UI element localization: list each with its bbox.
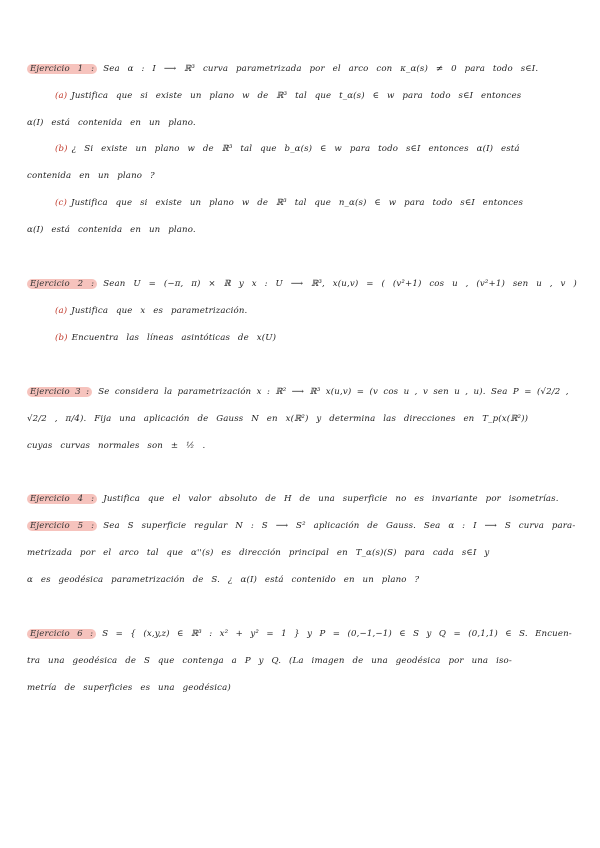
exercise-3-line-2: √2/2 , π/4). Fija una aplicación de Gauss N en x(ℝ²) y determina las direcciones en T_p(x(ℝ²))	[27, 414, 529, 424]
exercise-3-label: Ejercicio 3 :	[27, 387, 92, 397]
exercise-1a-line-2: α(I) está contenida en un plano.	[27, 118, 196, 128]
exercise-1c-line-2: α(I) está contenida en un plano.	[27, 225, 196, 235]
exercise-1b-line-2: contenida en un plano ?	[27, 171, 155, 181]
exercise-2a-line: (a) Justifica que x es parametrización.	[55, 306, 248, 316]
exercise-4-line-1: Ejercicio 4 : Justifica que el valor absoluto de H de una superficie no es invariante por isometrías.	[27, 493, 559, 505]
exercise-4-label: Ejercicio 4 :	[27, 494, 97, 504]
part-tag: (c)	[55, 198, 67, 208]
part-tag: (b)	[55, 333, 68, 343]
part-tag: (a)	[55, 91, 68, 101]
exercise-6-line-1: Ejercicio 6 : S = { (x,y,z) ∈ ℝ³ : x² + y² = 1 } y P = (0,−1,−1) ∈ S y Q = (0,1,1) ∈ S. Encuen-	[27, 628, 572, 640]
exercise-2b-line: (b) Encuentra las líneas asintóticas de x(U)	[55, 333, 277, 343]
part-tag: (a)	[55, 306, 68, 316]
exercise-1-line-1: Ejercicio 1 : Sea α : I ⟶ ℝ³ curva parametrizada por el arco con κ_α(s) ≠ 0 para todo s∈I.	[27, 63, 538, 75]
exercise-6-line-3: metría de superficies es una geodésica)	[27, 683, 231, 693]
exercise-1a-line-1: (a) Justifica que si existe un plano w de ℝ³ tal que t_α(s) ∈ w para todo s∈I entonces	[55, 91, 522, 101]
exercise-3-line-1: Ejercicio 3 : Se considera la parametrización x : ℝ² ⟶ ℝ³ x(u,v) = (v cos u , v sen u , u). Sea P = (√2/2 ,	[27, 386, 569, 398]
exercise-5-line-1: Ejercicio 5 : Sea S superficie regular N : S ⟶ S² aplicación de Gauss. Sea α : I ⟶ S curva para-	[27, 520, 575, 532]
exercise-5-line-3: α es geodésica parametrización de S. ¿ α(I) está contenido en un plano ?	[27, 575, 420, 585]
exercise-1b-line-1: (b) ¿ Si existe un plano w de ℝ³ tal que b_α(s) ∈ w para todo s∈I entonces α(I) está	[55, 144, 520, 154]
exercise-6-line-2: tra una geodésica de S que contenga a P y Q. (La imagen de una geodésica por una iso-	[27, 656, 512, 666]
exercise-1-label: Ejercicio 1 :	[27, 64, 97, 74]
exercise-5-line-2: metrizada por el arco tal que α''(s) es dirección principal en T_α(s)(S) para cada s∈I y	[27, 548, 490, 558]
exercise-2-line-1: Ejercicio 2 : Sean U = (−π, π) × ℝ y x : U ⟶ ℝ³, x(u,v) = ( (v²+1) cos u , (v²+1) sen u , v )	[27, 278, 577, 290]
exercise-3-line-3: cuyas curvas normales son ± ½ .	[27, 441, 206, 451]
exercise-2-label: Ejercicio 2 :	[27, 279, 97, 289]
exercise-6-label: Ejercicio 6 :	[27, 629, 96, 639]
exercise-5-label: Ejercicio 5 :	[27, 521, 97, 531]
exercise-1c-line-1: (c) Justifica que si existe un plano w de ℝ³ tal que n_α(s) ∈ w para todo s∈I entonces	[55, 198, 524, 208]
part-tag: (b)	[55, 144, 68, 154]
